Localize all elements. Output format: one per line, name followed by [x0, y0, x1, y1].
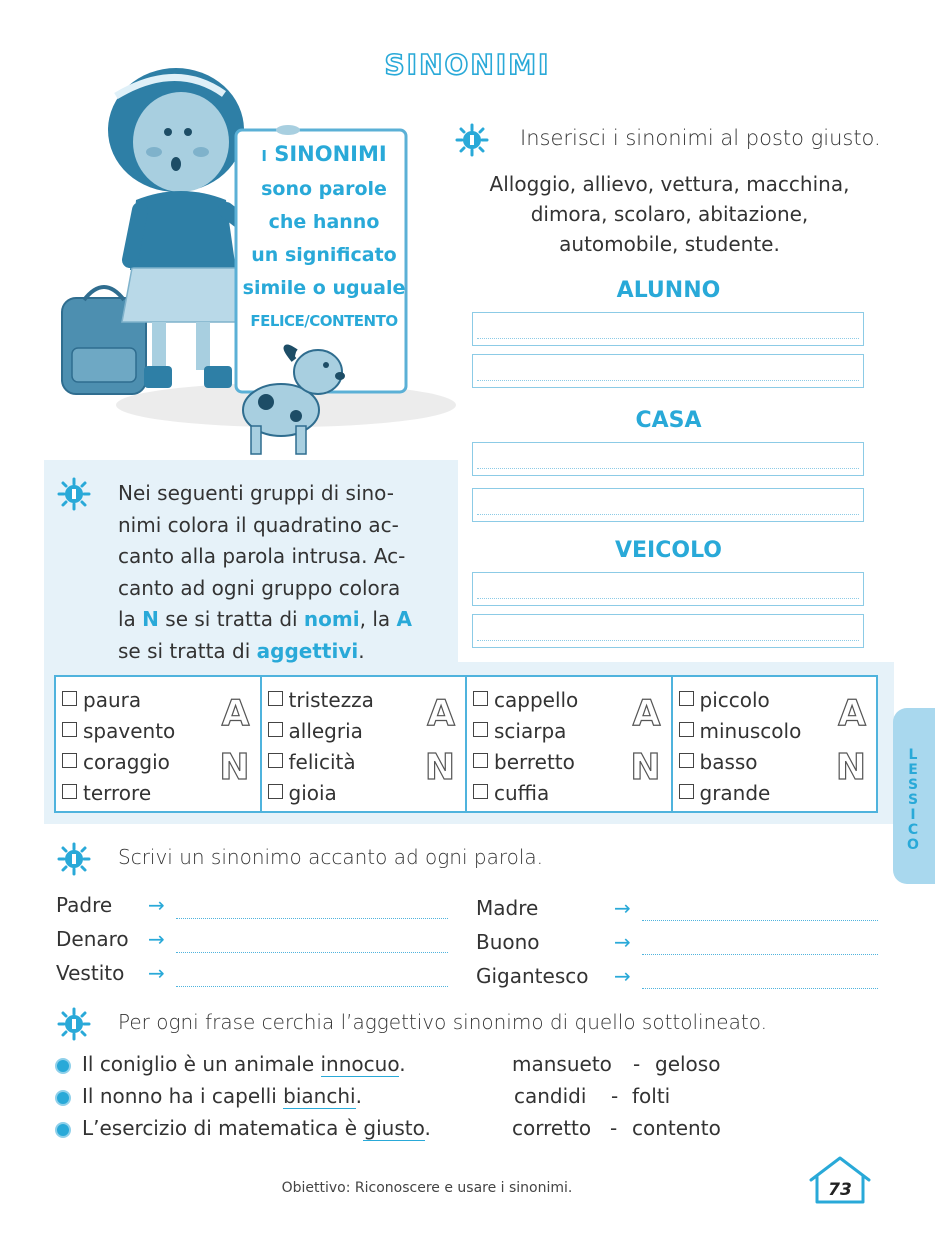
sun-badge-icon — [57, 842, 91, 876]
checkbox[interactable] — [679, 691, 694, 706]
word-gigantesco: Gigantesco — [476, 964, 589, 988]
word-padre: Padre — [56, 893, 113, 917]
checkbox[interactable] — [473, 722, 488, 737]
sun-badge-icon — [57, 477, 91, 511]
checkbox[interactable] — [268, 722, 283, 737]
section-tab-label: LESSICO — [907, 747, 919, 853]
checkbox[interactable] — [473, 691, 488, 706]
arrow-icon: → — [148, 961, 165, 985]
noun-letter-n[interactable]: N — [630, 747, 661, 788]
option-dash: - — [611, 1084, 619, 1108]
word-madre: Madre — [476, 896, 539, 920]
checkbox[interactable] — [268, 784, 283, 799]
page-number: 73 — [828, 1180, 852, 1200]
answer-box-alunno-1[interactable] — [472, 312, 864, 346]
definition-sign — [240, 138, 408, 338]
sign-keyword: SINONIMI — [274, 142, 387, 166]
word-bank-line: automobile, studente. — [559, 232, 780, 256]
arrow-icon: → — [614, 930, 631, 954]
answer-line[interactable] — [642, 920, 878, 921]
list-item: cuffia — [473, 778, 671, 809]
list-item: gioia — [268, 778, 466, 809]
checkbox[interactable] — [62, 784, 77, 799]
word-denaro: Denaro — [56, 927, 129, 951]
list-item: felicità — [268, 747, 466, 778]
sun-badge-icon — [455, 123, 489, 157]
answer-box-alunno-2[interactable] — [472, 354, 864, 388]
noun-letter-n[interactable]: N — [835, 747, 866, 788]
arrow-icon: → — [614, 964, 631, 988]
list-item: coraggio — [62, 747, 260, 778]
checkbox[interactable] — [268, 753, 283, 768]
footer-objective: Obiettivo: Riconoscere e usare i sinonimi. — [281, 1180, 573, 1196]
synonym-group — [262, 677, 468, 811]
option-word[interactable]: geloso — [655, 1052, 721, 1076]
option-dash: - — [610, 1116, 618, 1140]
checkbox[interactable] — [679, 784, 694, 799]
sun-badge-icon — [57, 1007, 91, 1041]
adjective-letter-a[interactable]: A — [838, 693, 866, 734]
category-alunno: ALUNNO — [616, 278, 721, 303]
list-item: cappello — [473, 685, 671, 716]
sign-line: sono parole — [261, 178, 387, 200]
noun-letter-n[interactable]: N — [219, 747, 250, 788]
list-item: basso — [679, 747, 877, 778]
checkbox[interactable] — [679, 722, 694, 737]
answer-line[interactable] — [176, 986, 448, 987]
answer-line[interactable] — [176, 918, 448, 919]
list-item: minuscolo — [679, 716, 877, 747]
word-vestito: Vestito — [56, 961, 125, 985]
noun-letter-n[interactable]: N — [424, 747, 455, 788]
arrow-icon: → — [148, 893, 165, 917]
list-item: sciarpa — [473, 716, 671, 747]
synonym-group — [467, 677, 673, 811]
sign-prefix: I — [261, 147, 267, 165]
checkbox[interactable] — [473, 784, 488, 799]
checkbox[interactable] — [62, 691, 77, 706]
bullet-icon — [55, 1058, 71, 1074]
list-item: tristezza — [268, 685, 466, 716]
answer-box-veicolo-2[interactable] — [472, 614, 864, 648]
adjective-letter-a[interactable]: A — [632, 693, 661, 734]
exercise1-word-bank — [472, 169, 867, 259]
list-item: piccolo — [679, 685, 877, 716]
sentence-1: Il coniglio è un animale innocuo. — [82, 1052, 406, 1076]
option-word[interactable]: candidi — [514, 1084, 587, 1108]
sentence-2: Il nonno ha i capelli bianchi. — [82, 1084, 362, 1108]
sign-example: FELICE/CONTENTO — [250, 312, 398, 330]
sentence-3: L’esercizio di matematica è giusto. — [82, 1116, 431, 1140]
exercise3-instruction: Scrivi un sinonimo accanto ad ogni parola. — [118, 845, 544, 869]
option-dash: - — [633, 1052, 641, 1076]
exercise4-instruction: Per ogni frase cerchia l’aggettivo sinonimo di quello sottolineato. — [118, 1010, 767, 1034]
option-word[interactable]: mansueto — [512, 1052, 612, 1076]
exercise1-instruction: Inserisci i sinonimi al posto giusto. — [520, 126, 881, 150]
checkbox[interactable] — [679, 753, 694, 768]
section-tab-lessico — [893, 708, 935, 884]
list-item: berretto — [473, 747, 671, 778]
answer-box-casa-2[interactable] — [472, 488, 864, 522]
checkbox[interactable] — [62, 753, 77, 768]
bullet-icon — [55, 1090, 71, 1106]
list-item: allegria — [268, 716, 466, 747]
list-item: terrore — [62, 778, 260, 809]
word-bank-line: dimora, scolaro, abitazione, — [530, 202, 809, 226]
answer-line[interactable] — [642, 988, 878, 989]
word-buono: Buono — [476, 930, 540, 954]
bullet-icon — [55, 1122, 71, 1138]
checkbox[interactable] — [62, 722, 77, 737]
adjective-letter-a[interactable]: A — [427, 693, 455, 734]
sign-line: che hanno — [268, 211, 380, 233]
synonym-group — [673, 677, 877, 811]
category-casa: CASA — [635, 408, 702, 433]
category-veicolo: VEICOLO — [614, 538, 723, 563]
option-word[interactable]: contento — [632, 1116, 721, 1140]
checkbox[interactable] — [473, 753, 488, 768]
synonym-groups-grid — [54, 675, 878, 813]
option-word[interactable]: corretto — [512, 1116, 592, 1140]
list-item: grande — [679, 778, 877, 809]
list-item: spavento — [62, 716, 260, 747]
answer-box-casa-1[interactable] — [472, 442, 864, 476]
arrow-icon: → — [148, 927, 165, 951]
synonym-group — [56, 677, 262, 811]
list-item: paura — [62, 685, 260, 716]
answer-line[interactable] — [642, 954, 878, 955]
answer-box-veicolo-1[interactable] — [472, 572, 864, 606]
word-bank-line: Alloggio, allievo, vettura, macchina, — [489, 172, 850, 196]
page-title: SINONIMI — [384, 48, 551, 81]
answer-line[interactable] — [176, 952, 448, 953]
arrow-icon: → — [614, 896, 631, 920]
checkbox[interactable] — [268, 691, 283, 706]
option-word[interactable]: folti — [632, 1084, 671, 1108]
exercise2-instruction: Nei seguenti gruppi di sino- nimi colora il quadratino ac- canto alla parola intrusa. Ac- canto ad ogni gruppo colora la N se si tratta di nomi, la A se si tratta di aggettivi. — [118, 481, 412, 663]
sign-line: un significato — [251, 244, 397, 266]
sign-line: simile o uguale — [242, 277, 406, 299]
adjective-letter-a[interactable]: A — [221, 693, 250, 734]
